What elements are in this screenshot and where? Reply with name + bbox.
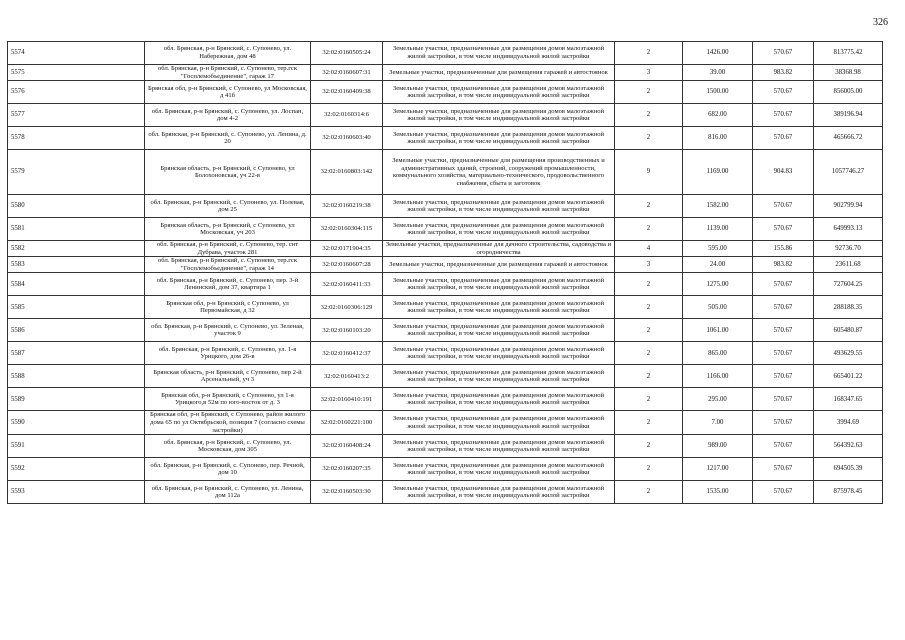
area-cell: 1582.00	[683, 195, 753, 218]
row-number: 5575	[8, 65, 145, 81]
address-cell: обл. Брянская, р-н Брянский, с. Супонево, ул. Московская, дом 305	[145, 435, 311, 458]
specific-value-cell: 570.67	[753, 104, 814, 127]
table-row	[8, 195, 883, 218]
area-cell: 865.00	[683, 342, 753, 365]
row-number: 5585	[8, 296, 145, 319]
area-cell: 1169.00	[683, 150, 753, 195]
cadastral-cost-cell: 856005.00	[814, 81, 883, 104]
row-number: 5583	[8, 257, 145, 273]
specific-value-cell: 570.67	[753, 296, 814, 319]
land-use-cell: Земельные участки, предназначенные для размещения производственных и административных зданий, строений, сооружений промышленности, коммунального хозяйства, материально-технического, продовольственного снабжения, сбыта и заготовок	[383, 150, 615, 195]
land-use-cell: Земельные участки, предназначенные для размещения домов малоэтажной жилой застройки, в том числе индивидуальной жилой застройки	[383, 481, 615, 504]
area-cell: 1139.00	[683, 218, 753, 241]
table-row	[8, 104, 883, 127]
address-cell: обл. Брянская, р-н Брянский, с. Супонево, тер.гск "Госплемобъединение", гараж 17	[145, 65, 311, 81]
row-number: 5593	[8, 481, 145, 504]
cadastral-cost-cell: 813775.42	[814, 42, 883, 65]
area-cell: 7.00	[683, 411, 753, 435]
land-use-cell: Земельные участки, предназначенные для размещения домов малоэтажной жилой застройки, в том числе индивидуальной жилой застройки	[383, 273, 615, 296]
land-use-cell: Земельные участки, предназначенные для размещения домов малоэтажной жилой застройки, в том числе индивидуальной жилой застройки	[383, 435, 615, 458]
group-cell: 2	[615, 435, 683, 458]
cadastral-number-cell: 32:02:0160503:30	[311, 481, 383, 504]
row-number: 5576	[8, 81, 145, 104]
area-cell: 989.00	[683, 435, 753, 458]
table-row	[8, 150, 883, 195]
row-number: 5581	[8, 218, 145, 241]
cadastral-number-cell: 32:02:0160412:37	[311, 342, 383, 365]
specific-value-cell: 983.82	[753, 65, 814, 81]
table-row	[8, 411, 883, 435]
specific-value-cell: 570.67	[753, 81, 814, 104]
group-cell: 2	[615, 296, 683, 319]
cadastral-number-cell: 32:02:0160408:24	[311, 435, 383, 458]
area-cell: 816.00	[683, 127, 753, 150]
row-number: 5584	[8, 273, 145, 296]
cadastral-cost-cell: 288188.35	[814, 296, 883, 319]
land-use-cell: Земельные участки, предназначенные для размещения домов малоэтажной жилой застройки, в том числе индивидуальной жилой застройки	[383, 218, 615, 241]
address-cell: обл. Брянская, р-н Брянский, с. Супонево, тер.гск "Госплемобъединение", гараж 14	[145, 257, 311, 273]
cadastral-cost-cell: 564392.63	[814, 435, 883, 458]
cadastral-number-cell: 32:02:0160207:35	[311, 458, 383, 481]
group-cell: 3	[615, 257, 683, 273]
cadastral-cost-cell: 23611.68	[814, 257, 883, 273]
specific-value-cell: 570.67	[753, 435, 814, 458]
row-number: 5590	[8, 411, 145, 435]
specific-value-cell: 570.67	[753, 388, 814, 411]
area-cell: 505.00	[683, 296, 753, 319]
cadastral-cost-cell: 493629.55	[814, 342, 883, 365]
cadastral-cost-cell: 875978.45	[814, 481, 883, 504]
land-use-cell: Земельные участки, предназначенные для размещения домов малоэтажной жилой застройки, в том числе индивидуальной жилой застройки	[383, 127, 615, 150]
cadastral-number-cell: 32:02:0160221:100	[311, 411, 383, 435]
table-row	[8, 319, 883, 342]
group-cell: 2	[615, 411, 683, 435]
address-cell: обл. Брянская, р-н Брянский, с. Супонево, ул. Лоспан, дом 4-2	[145, 104, 311, 127]
area-cell: 24.00	[683, 257, 753, 273]
address-cell: Брянская область, р-н Брянский, с Супонево, ул Московская, уч 203	[145, 218, 311, 241]
cadastral-number-cell: 32:02:0160607:31	[311, 65, 383, 81]
cadastral-cost-cell: 1057746.27	[814, 150, 883, 195]
cadastral-cost-cell: 168347.65	[814, 388, 883, 411]
group-cell: 2	[615, 342, 683, 365]
area-cell: 39.00	[683, 65, 753, 81]
land-use-cell: Земельные участки, предназначенные для дачного строительства, садоводства и огородничества	[383, 241, 615, 257]
cadastral-cost-cell: 727604.25	[814, 273, 883, 296]
table-row	[8, 365, 883, 388]
cadastral-number-cell: 32:02:0160314:6	[311, 104, 383, 127]
cadastral-number-cell: 32:02:0160304:115	[311, 218, 383, 241]
table-row	[8, 42, 883, 65]
land-use-cell: Земельные участки, предназначенные для размещения домов малоэтажной жилой застройки, в том числе индивидуальной жилой застройки	[383, 42, 615, 65]
land-use-cell: Земельные участки, предназначенные для размещения домов малоэтажной жилой застройки, в том числе индивидуальной жилой застройки	[383, 411, 615, 435]
land-use-cell: Земельные участки, предназначенные для размещения домов малоэтажной жилой застройки, в том числе индивидуальной жилой застройки	[383, 388, 615, 411]
land-use-cell: Земельные участки, предназначенные для размещения гаражей и автостоянок	[383, 65, 615, 81]
page-number: 326	[873, 17, 888, 28]
cadastral-number-cell: 32:02:0160219:38	[311, 195, 383, 218]
land-use-cell: Земельные участки, предназначенные для размещения домов малоэтажной жилой застройки, в том числе индивидуальной жилой застройки	[383, 296, 615, 319]
address-cell: обл. Брянская, р-н Брянский, с. Супонево, ул. 1-я Урицкого, дом 26-в	[145, 342, 311, 365]
land-use-cell: Земельные участки, предназначенные для размещения домов малоэтажной жилой застройки, в том числе индивидуальной жилой застройки	[383, 365, 615, 388]
specific-value-cell: 570.67	[753, 365, 814, 388]
cadastral-number-cell: 32:02:0160306:129	[311, 296, 383, 319]
row-number: 5579	[8, 150, 145, 195]
row-number: 5577	[8, 104, 145, 127]
specific-value-cell: 570.67	[753, 42, 814, 65]
row-number: 5578	[8, 127, 145, 150]
row-number: 5589	[8, 388, 145, 411]
land-use-cell: Земельные участки, предназначенные для размещения домов малоэтажной жилой застройки, в том числе индивидуальной жилой застройки	[383, 319, 615, 342]
cadastral-cost-cell: 389196.94	[814, 104, 883, 127]
group-cell: 2	[615, 104, 683, 127]
address-cell: Брянская область, р-н Брянский, с Супонево, ул Болохоновская, уч 22-в	[145, 150, 311, 195]
group-cell: 2	[615, 481, 683, 504]
cadastral-cost-cell: 465666.72	[814, 127, 883, 150]
table-row	[8, 218, 883, 241]
table-row	[8, 257, 883, 273]
address-cell: обл. Брянская, р-н Брянский, с. Супонево, тер. снт Дубрава, участок 281	[145, 241, 311, 257]
group-cell: 2	[615, 195, 683, 218]
specific-value-cell: 570.67	[753, 411, 814, 435]
land-use-cell: Земельные участки, предназначенные для размещения гаражей и автостоянок	[383, 257, 615, 273]
group-cell: 2	[615, 458, 683, 481]
address-cell: обл. Брянская, р-н Брянский, с. Супонево, ул. Зеленая, участок 9	[145, 319, 311, 342]
address-cell: обл. Брянская, р-н Брянский, с. Супонево, ул. Набережная, дом 48	[145, 42, 311, 65]
address-cell: Брянская обл, р-н Брянский, с Супонево, ул Московская, д 41б	[145, 81, 311, 104]
cadastral-number-cell: 32:02:0160603:40	[311, 127, 383, 150]
group-cell: 2	[615, 81, 683, 104]
area-cell: 1166.00	[683, 365, 753, 388]
row-number: 5588	[8, 365, 145, 388]
area-cell: 1426.00	[683, 42, 753, 65]
cadastral-number-cell: 32:02:0160607:28	[311, 257, 383, 273]
table-row	[8, 241, 883, 257]
address-cell: Брянская обл, р-н Брянский, с Супонево, ул Первомайская, д 32	[145, 296, 311, 319]
cadastral-cost-cell: 38368.98	[814, 65, 883, 81]
area-cell: 1217.00	[683, 458, 753, 481]
cadastral-number-cell: 32:02:0160409:38	[311, 81, 383, 104]
cadastral-cost-cell: 665401.22	[814, 365, 883, 388]
table-row	[8, 458, 883, 481]
cadastral-cost-cell: 92736.70	[814, 241, 883, 257]
address-cell: обл. Брянская, р-н Брянский, с. Супонево, ул. Полевая, дом 25	[145, 195, 311, 218]
table-body	[8, 42, 883, 504]
specific-value-cell: 155.86	[753, 241, 814, 257]
cadastral-number-cell: 32:02:0160803:142	[311, 150, 383, 195]
land-use-cell: Земельные участки, предназначенные для размещения домов малоэтажной жилой застройки, в том числе индивидуальной жилой застройки	[383, 195, 615, 218]
address-cell: Брянская область, р-н Брянский, с Супонево, пер 2-й Арсенальный, уч 3	[145, 365, 311, 388]
area-cell: 682.00	[683, 104, 753, 127]
address-cell: обл. Брянская, р-н Брянский, с. Супонево, ул. Ленина, д. 20	[145, 127, 311, 150]
cadastral-cost-cell: 694505.39	[814, 458, 883, 481]
table-row	[8, 296, 883, 319]
specific-value-cell: 570.67	[753, 319, 814, 342]
row-number: 5574	[8, 42, 145, 65]
row-number: 5586	[8, 319, 145, 342]
specific-value-cell: 983.82	[753, 257, 814, 273]
specific-value-cell: 570.67	[753, 342, 814, 365]
address-cell: Брянская обл, р-н Брянский, с Супонево, район жилого дома 65 по ул Октябрьской, позиция 7 (согласно схемы застройки)	[145, 411, 311, 435]
table-row	[8, 481, 883, 504]
specific-value-cell: 570.67	[753, 127, 814, 150]
cadastral-cost-cell: 605480.87	[814, 319, 883, 342]
table-row	[8, 127, 883, 150]
specific-value-cell: 570.67	[753, 273, 814, 296]
cadastral-number-cell: 32:02:0160505:24	[311, 42, 383, 65]
area-cell: 1061.00	[683, 319, 753, 342]
area-cell: 1500.00	[683, 81, 753, 104]
group-cell: 2	[615, 273, 683, 296]
group-cell: 4	[615, 241, 683, 257]
specific-value-cell: 904.83	[753, 150, 814, 195]
cadastral-cost-cell: 3994.69	[814, 411, 883, 435]
group-cell: 9	[615, 150, 683, 195]
row-number: 5591	[8, 435, 145, 458]
table-row	[8, 273, 883, 296]
group-cell: 2	[615, 218, 683, 241]
cadastral-number-cell: 32:02:0160411:33	[311, 273, 383, 296]
specific-value-cell: 570.67	[753, 481, 814, 504]
group-cell: 2	[615, 365, 683, 388]
row-number: 5592	[8, 458, 145, 481]
address-cell: обл. Брянская, р-н Брянский, с. Супонево, пер. 3-й Ленинский, дом 37, квартира 1	[145, 273, 311, 296]
table-row	[8, 81, 883, 104]
area-cell: 1275.00	[683, 273, 753, 296]
land-use-cell: Земельные участки, предназначенные для размещения домов малоэтажной жилой застройки, в том числе индивидуальной жилой застройки	[383, 342, 615, 365]
specific-value-cell: 570.67	[753, 458, 814, 481]
table-row	[8, 435, 883, 458]
row-number: 5580	[8, 195, 145, 218]
land-use-cell: Земельные участки, предназначенные для размещения домов малоэтажной жилой застройки, в том числе индивидуальной жилой застройки	[383, 81, 615, 104]
group-cell: 2	[615, 388, 683, 411]
cadastral-cost-cell: 902799.94	[814, 195, 883, 218]
address-cell: обл. Брянская, р-н Брянский, с. Супонево, пер. Речной, дом 10	[145, 458, 311, 481]
group-cell: 3	[615, 65, 683, 81]
table-row	[8, 388, 883, 411]
cadastral-cost-cell: 649993.13	[814, 218, 883, 241]
area-cell: 295.00	[683, 388, 753, 411]
cadastral-number-cell: 32:02:0160410:191	[311, 388, 383, 411]
group-cell: 2	[615, 319, 683, 342]
table-row	[8, 65, 883, 81]
area-cell: 1535.00	[683, 481, 753, 504]
specific-value-cell: 570.67	[753, 218, 814, 241]
group-cell: 2	[615, 127, 683, 150]
land-use-cell: Земельные участки, предназначенные для размещения домов малоэтажной жилой застройки, в том числе индивидуальной жилой застройки	[383, 458, 615, 481]
cadastral-number-cell: 32:02:0171904:35	[311, 241, 383, 257]
area-cell: 595.00	[683, 241, 753, 257]
address-cell: обл. Брянская, р-н Брянский, с. Супонево, ул. Ленина, дом 112а	[145, 481, 311, 504]
land-use-cell: Земельные участки, предназначенные для размещения домов малоэтажной жилой застройки, в том числе индивидуальной жилой застройки	[383, 104, 615, 127]
specific-value-cell: 570.67	[753, 195, 814, 218]
row-number: 5582	[8, 241, 145, 257]
cadastral-value-table	[7, 41, 883, 504]
cadastral-number-cell: 32:02:0160413:2	[311, 365, 383, 388]
cadastral-number-cell: 32:02:0160103:20	[311, 319, 383, 342]
address-cell: Брянская обл, р-н Брянский, с Супонево, ул 1-я Урицкого,в 52м по юго-восток от д. 3	[145, 388, 311, 411]
row-number: 5587	[8, 342, 145, 365]
table-row	[8, 342, 883, 365]
group-cell: 2	[615, 42, 683, 65]
